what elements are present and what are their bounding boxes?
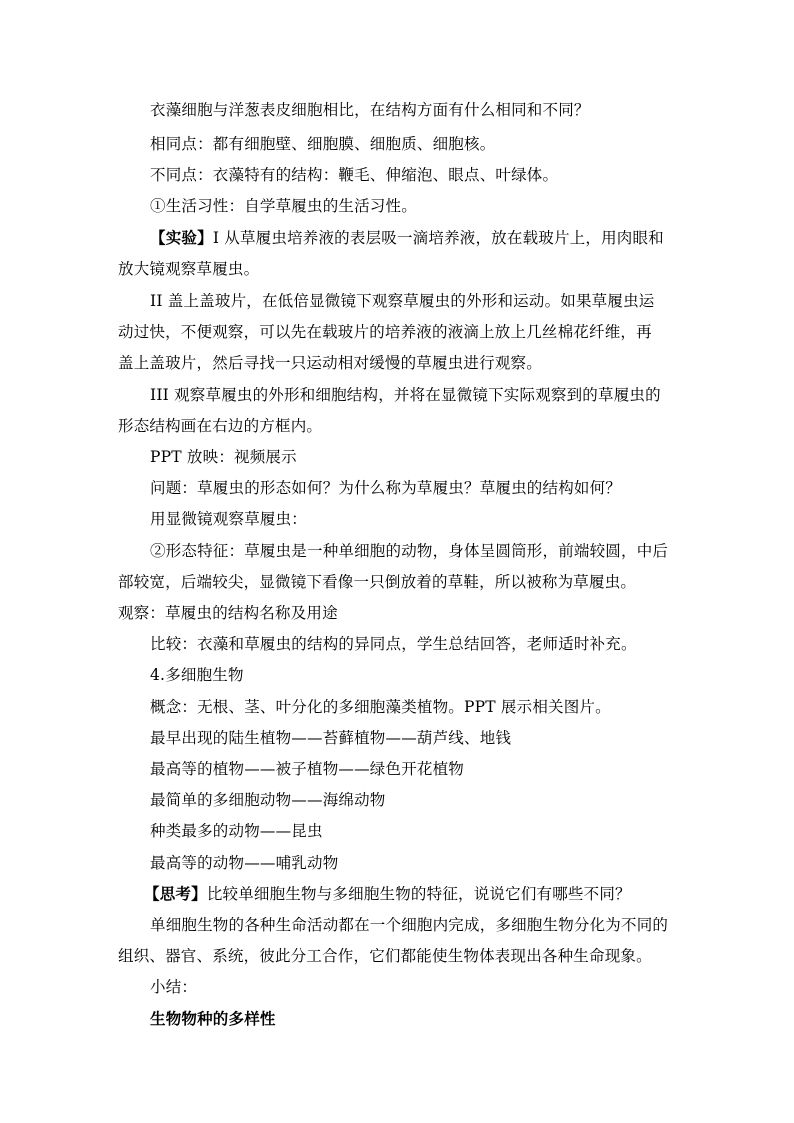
paragraph-compare: 比较：衣藻和草履虫的结构的异同点，学生总结回答，老师适时补充。 xyxy=(150,635,637,653)
experiment-step1-text: I 从草履虫培养液的表层吸一滴培养液，放在载玻片上，用肉眼和 xyxy=(212,229,664,247)
paragraph-think xyxy=(144,884,631,904)
list-item-most-species: 种类最多的动物——昆虫 xyxy=(150,822,323,840)
paragraph-morphology-cont: 部较宽，后端较尖，显微镜下看像一只倒放着的草鞋，所以被称为草履虫。 xyxy=(118,573,637,591)
list-item-earliest-land-plant: 最早出现的陆生植物——苔藓植物——葫芦线、地钱 xyxy=(150,729,512,747)
list-item-highest-plant: 最高等的植物——被子植物——绿色开花植物 xyxy=(150,760,465,778)
paragraph-experiment-step2: II 盖上盖玻片，在低倍显微镜下观察草履虫的外形和运动。如果草履虫运 xyxy=(150,292,655,310)
list-item-simplest-animal: 最简单的多细胞动物——海绵动物 xyxy=(150,791,386,809)
paragraph-living-habits: ①生活习性：自学草履虫的生活习性。 xyxy=(150,197,417,215)
paragraph-question-comparison: 衣藻细胞与洋葱表皮细胞相比，在结构方面有什么相同和不同？ xyxy=(150,101,590,119)
paragraph-microscope-observe: 用显微镜观察草履虫： xyxy=(150,510,308,528)
paragraph-experiment-step3: III 观察草履虫的外形和细胞结构，并将在显微镜下实际观察到的草履虫的 xyxy=(150,386,661,404)
paragraph-morphology: ②形态特征：草履虫是一种单细胞的动物，身体呈圆筒形，前端较圆，中后 xyxy=(150,542,669,560)
experiment-tag: 【实验】 xyxy=(150,228,213,247)
paragraph-experiment-step2-cont2: 盖上盖玻片，然后寻找一只运动相对缓慢的草履虫进行观察。 xyxy=(118,354,542,372)
paragraph-answer-cont: 组织、器官、系统，彼此分工合作，它们都能使生物体表现出各种生命现象。 xyxy=(118,947,652,965)
paragraph-similarities: 相同点：都有细胞壁、细胞膜、细胞质、细胞核。 xyxy=(150,135,496,153)
paragraph-observe-structure: 观察：草履虫的结构名称及用途 xyxy=(118,604,338,622)
list-item-highest-animal: 最高等的动物——哺乳动物 xyxy=(150,854,339,872)
paragraph-question-paramecium: 问题：草履虫的形态如何？为什么称为草履虫？草履虫的结构如何？ xyxy=(150,479,622,497)
think-text: 比较单细胞生物与多细胞生物的特征，说说它们有哪些不同？ xyxy=(206,885,631,903)
section-heading-multicellular: 4.多细胞生物 xyxy=(150,666,244,684)
paragraph-experiment-step1 xyxy=(150,228,664,248)
paragraph-experiment-step1-cont: 放大镜观察草履虫。 xyxy=(118,260,260,278)
paragraph-concept: 概念：无根、茎、叶分化的多细胞藻类植物。PPT 展示相关图片。 xyxy=(150,698,611,716)
think-tag: 【思考】 xyxy=(144,884,207,903)
paragraph-ppt-video: PPT 放映：视频展示 xyxy=(150,448,297,466)
paragraph-experiment-step2-cont1: 动过快，不便观察，可以先在载玻片的培养液的液滴上放上几丝棉花纤维，再 xyxy=(118,323,652,341)
paragraph-differences: 不同点：衣藻特有的结构：鞭毛、伸缩泡、眼点、叶绿体。 xyxy=(150,166,559,184)
paragraph-answer: 单细胞生物的各种生命活动都在一个细胞内完成，多细胞生物分化为不同的 xyxy=(150,916,669,934)
paragraph-summary-label: 小结： xyxy=(150,978,198,996)
paragraph-experiment-step3-cont: 形态结构画在右边的方框内。 xyxy=(118,417,323,435)
section-heading-diversity: 生物物种的多样性 xyxy=(150,1009,276,1028)
